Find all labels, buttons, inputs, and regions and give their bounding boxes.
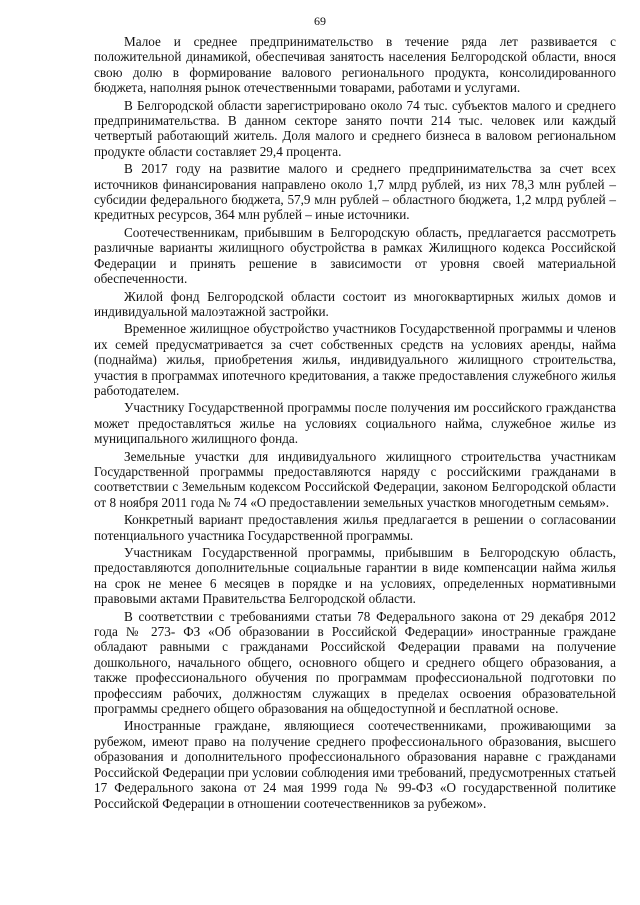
paragraph-social-guarantees: Участникам Государственной программы, прибывшим в Белгородскую область, предоставляются дополнительные социальные гарантии в виде компенсации найма жилья на срок не менее 6 месяцев в порядке и на условиях, определенных нормативными правовыми актами Правительства Белгородской области. [94,545,616,607]
paragraph-housing-option: Конкретный вариант предоставления жилья предлагается в решении о согласовании потенциального участника Государственной программы. [94,512,616,543]
paragraph-social-housing: Участнику Государственной программы после получения им российского гражданства может предоставляться жилье на условиях социального найма, служебное жилье из муниципального жилищного фонда. [94,400,616,447]
paragraph-higher-education: Иностранные граждане, являющиеся соотечественниками, проживающими за рубежом, имеют право на получение среднего профессионального образования, высшего образования и дополнительного профессионального образования наравне с гражданами Российской Федерации при условии соблюдения ими требований, предусмотренных статьей 17 Федерального закона от 24 мая 1999 года № 99-ФЗ «О государственной политике Российской Федерации в отношении соотечественников за рубежом». [94,718,616,811]
paragraph-registered-entities: В Белгородской области зарегистрировано около 74 тыс. субъектов малого и среднего предпринимательства. В данном секторе занято почти 214 тыс. человек или каждый четвертый работающий житель. Доля малого и среднего бизнеса в валовом региональном продукте области составляет 29,4 процента. [94,97,616,159]
paragraph-education-rights: В соответствии с требованиями статьи 78 Федерального закона от 29 декабря 2012 года № 273- ФЗ «Об образовании в Российской Федерации» иностранные граждане обладают равными с гражданами Российской Федерации правами на получение дошкольного, начального общего, основного общего и среднего общего образования, а также профессионального обучения по программам профессиональной подготовки по профессиям рабочих, должностям служащих в пределах освоения образовательной программы среднего общего образования на общедоступной и бесплатной основе. [94,608,616,717]
page-number: 69 [314,14,326,28]
paragraph-2017-funding: В 2017 году на развитие малого и среднего предпринимательства за счет всех источников финансирования направлено около 1,7 млрд рублей, из них 78,3 млн рублей – субсидии федерального бюджета, 57,9 млн рублей – областного бюджета, 1,2 млрд рублей – кредитных ресурсов, 364 млн рублей – иные источники. [94,161,616,223]
document-body [94,34,616,813]
paragraph-compatriots-housing: Соотечественникам, прибывшим в Белгородскую область, предлагается рассмотреть различные варианты жилищного обустройства в рамках Жилищного кодекса Российской Федерации и принять решение в зависимости от уровня своей материальной обеспеченности. [94,224,616,287]
paragraph-land-plots: Земельные участки для индивидуального жилищного строительства участникам Государственной программы предоставляются наряду с российскими гражданами в соответствии с Земельным кодексом Российской Федерации, законом Белгородской области от 8 ноября 2011 года № 74 «О предоставлении земельных участков многодетным семьям». [94,448,616,510]
paragraph-temporary-housing: Временное жилищное обустройство участников Государственной программы и членов их семей предусматривается за счет собственных средств на условиях аренды, найма (поднайма) жилья, приобретения жилья, индивидуального жилищного строительства, участия в программах ипотечного кредитования, а также предоставления служебного жилья работодателем. [94,321,616,398]
paragraph-housing-stock: Жилой фонд Белгородской области состоит из многоквартирных жилых домов и индивидуальной малоэтажной застройки. [94,288,616,319]
paragraph-small-business-dynamics: Малое и среднее предпринимательство в течение ряда лет развивается с положительной динамикой, обеспечивая занятость населения Белгородской области, внося свою долю в формирование валового регионального продукта, консолидированного бюджета, наполняя рынок отечественными товарами, работами и услугами. [94,34,616,96]
